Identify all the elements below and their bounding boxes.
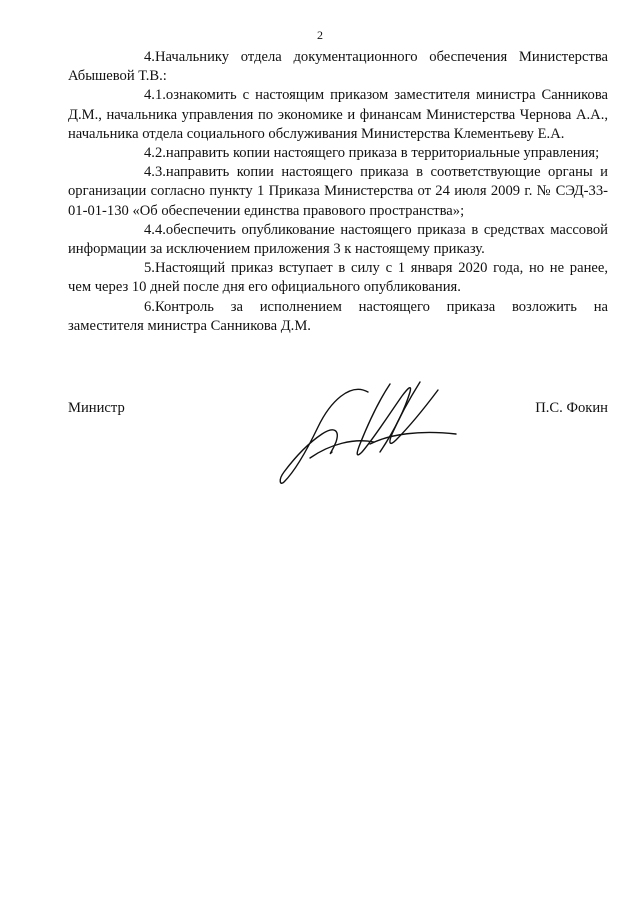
paragraph-number: 4.3. xyxy=(144,164,166,181)
paragraph-text: обеспечить опубликование настоящего приказа в средствах массовой информации за исключением приложения 3 к настоящему приказу. xyxy=(68,221,608,258)
paragraph-text: направить копии настоящего приказа в территориальные управления; xyxy=(165,145,600,162)
paragraph-text: Настоящий приказ вступает в силу с 1 января 2020 года, но не ранее, чем через 10 дней после дня его официального опубликования. xyxy=(68,260,608,296)
paragraph-number: 5. xyxy=(144,260,155,277)
paragraph-number: 4. xyxy=(144,49,155,65)
page-number: 2 xyxy=(317,28,323,42)
paragraph-text: Начальнику отдела документационного обеспечения Министерства Абышевой Т.В.: xyxy=(68,49,608,85)
signer-title: Министр xyxy=(68,400,125,416)
paragraph-4-2 xyxy=(68,144,608,163)
paragraph-number: 4.2. xyxy=(144,145,166,162)
order-body xyxy=(68,48,608,336)
paragraph-text: Контроль за исполнением настоящего приказа возложить на заместителя министра Санникова Д.М. xyxy=(68,298,608,334)
paragraph-text: ознакомить с настоящим приказом заместителя министра Санникова Д.М., начальника управления по экономике и финансам Министерства Чернова А.А., начальника отдела социального обслуживания Министерства Клементьеву Е.А. xyxy=(68,87,608,142)
paragraph-5 xyxy=(68,259,608,297)
paragraph-text: направить копии настоящего приказа в соответствующие органы и организации согласно пункту 1 Приказа Министерства от 24 июля 2009 г. № СЭД-33-01-01-130 «Об обеспечении единства правового пространства»; xyxy=(68,164,608,219)
signer-name: П.С. Фокин xyxy=(535,400,608,416)
paragraph-number: 6. xyxy=(144,298,155,315)
paragraph-4-3 xyxy=(68,163,608,221)
paragraph-4-4 xyxy=(68,221,608,259)
handwritten-signature xyxy=(270,372,470,492)
paragraph-number: 4.4. xyxy=(144,221,166,238)
paragraph-6 xyxy=(68,298,608,336)
paragraph-4 xyxy=(68,48,608,86)
paragraph-number: 4.1. xyxy=(144,87,166,104)
paragraph-4-1 xyxy=(68,86,608,144)
